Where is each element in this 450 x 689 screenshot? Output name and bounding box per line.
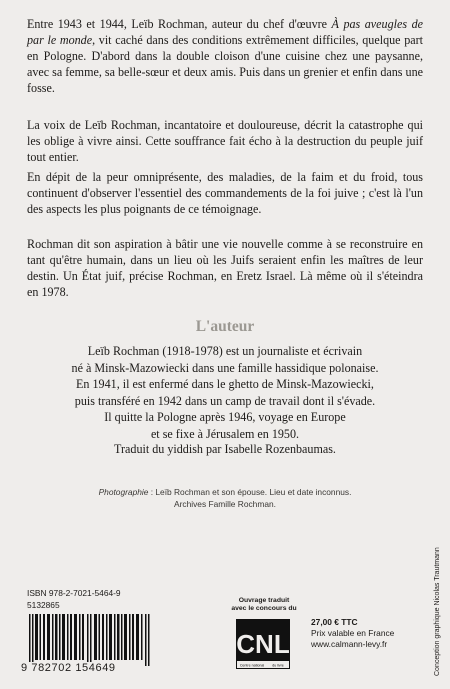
bio-line: Il quitte la Pologne après 1946, voyage en Europe <box>104 410 346 424</box>
blurb-p1-end: , vit caché dans des conditions extrêmement difficiles, quelque part en Pologne. D'abord dans la double cloison d'une cuisine chez une paysanne, avec sa femme, sa belle-sœur et deux amis. Puis dans un grenier et enfin dans une fosse. <box>27 33 423 96</box>
cnl-logo <box>236 619 290 669</box>
book-title-italic: À pas aveugles de par le monde <box>27 17 423 48</box>
barcode-bars <box>29 614 153 666</box>
cnl-logo-sub-left: Centre national <box>239 663 265 668</box>
cnl-caption-line-1: Ouvrage traduit <box>238 597 290 604</box>
bio-line: puis transféré en 1942 dans un camp de travail dont il s'évade. <box>74 393 376 408</box>
isbn-block <box>27 588 121 611</box>
price-validity: Prix valable en France <box>311 628 395 638</box>
blurb-paragraph-4: Rochman dit son aspiration à bâtir une vie nouvelle comme à se reconstruire en tant qu'être humain, dans un lieu où les Juifs seraient enfin les maîtres de leur destin. Un État juif, précise Rochman, en Eretz Israel. Là même où il s'éteindra en 1978. <box>27 237 423 300</box>
price-amount: 27,00 € TTC <box>311 617 358 627</box>
photo-credit-line-2: Archives Famille Rochman. <box>174 499 276 509</box>
bio-line: Leïb Rochman (1918-1978) est un journaliste et écrivain <box>87 344 363 358</box>
author-heading: L'auteur <box>195 318 255 335</box>
photo-credit <box>0 486 450 510</box>
isbn-number: ISBN 978-2-7021-5464-9 <box>27 588 121 598</box>
design-credit: Conception graphique Nicolas Trautmann <box>434 547 441 676</box>
price-block <box>311 617 394 650</box>
barcode-digits: 9 782702 154649 <box>21 662 116 674</box>
photo-credit-text: : Leïb Rochman et son épouse. Lieu et date inconnus. <box>148 487 352 497</box>
cnl-logo-text: CNL <box>236 629 290 659</box>
blurb-paragraph-1 <box>27 16 423 96</box>
cnl-caption-line-2: avec le concours du <box>231 605 297 612</box>
product-code: 5132865 <box>27 599 60 610</box>
cnl-logo-sub-right: du livre <box>272 663 284 668</box>
photo-credit-line-1 <box>0 486 450 498</box>
translator-credit: Traduit du yiddish par Isabelle Rozenbaumas. <box>114 442 336 456</box>
bio-line: né à Minsk-Mazowiecki dans une famille hassidique polonaise. <box>71 360 379 375</box>
cnl-caption <box>222 597 306 613</box>
blurb-p1-start: Entre 1943 et 1944, Leïb Rochman, auteur du chef d'œuvre <box>27 17 332 31</box>
blurb-paragraph-3: En dépit de la peur omniprésente, des maladies, de la faim et du froid, tous continuent d'observer l'essentiel des commandements de la foi juive ; c'est là l'un des aspects les plus poignants de ce témoignage. <box>27 170 423 217</box>
photo-label: Photographie <box>98 487 149 497</box>
cnl-logo-graphic <box>236 619 290 669</box>
bio-line: et se fixe à Jérusalem en 1950. <box>150 426 300 441</box>
publisher-website: www.calmann-levy.fr <box>311 639 388 649</box>
author-bio <box>40 343 410 442</box>
blurb-paragraph-2: La voix de Leïb Rochman, incantatoire et douloureuse, décrit la catastrophe qui les oblige à vivre ainsi. Cette souffrance fait écho à la destruction du peuple juif tout entier. <box>27 118 423 165</box>
bio-line: En 1941, il est enfermé dans le ghetto de Minsk-Mazowiecki, <box>76 377 374 391</box>
